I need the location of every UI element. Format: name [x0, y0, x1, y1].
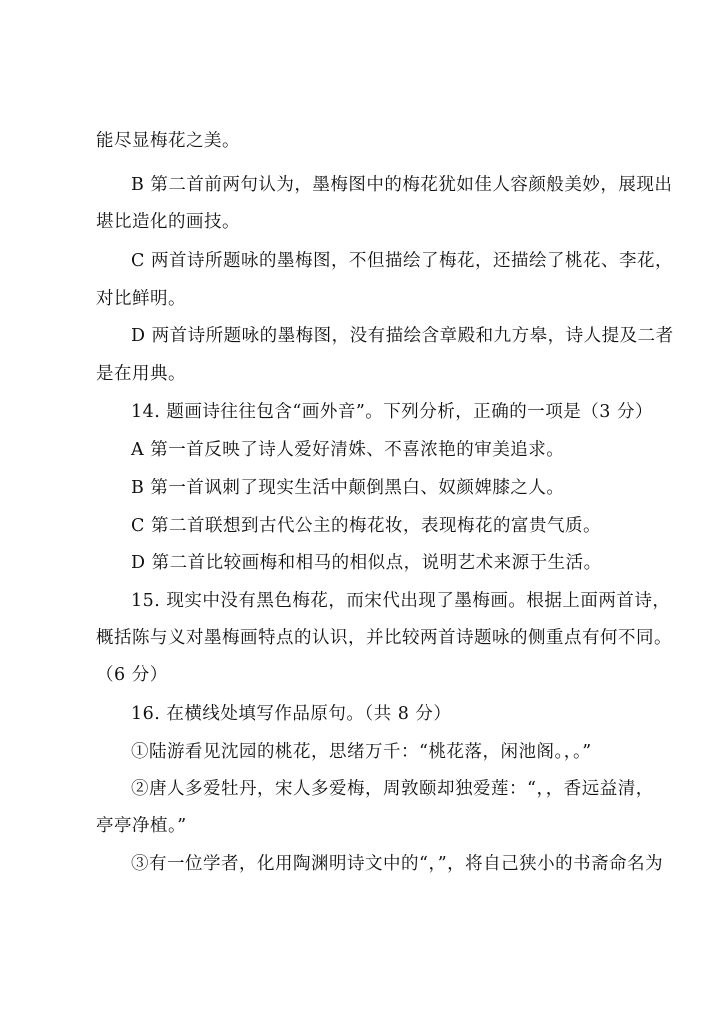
option-d-line-1: D 两首诗所题咏的墨梅图，没有描绘含章殿和九方皋，诗人提及二者 — [131, 326, 674, 346]
question-14: 14. 题画诗往往包含“画外音”。下列分析，正确的一项是（3 分） — [131, 402, 653, 422]
question-15-score: （6 分） — [96, 665, 168, 685]
option-b-line-1: B 第二首前两句认为，墨梅图中的梅花犹如佳人容颜般美妙，展现出 — [131, 175, 673, 195]
question-14-option-a: A 第一首反映了诗人爱好清姝、不喜浓艳的审美追求。 — [131, 440, 565, 460]
option-c-line-2: 对比鲜明。 — [96, 289, 186, 309]
option-b-line-2: 堪比造化的画技。 — [96, 212, 240, 232]
question-14-option-d: D 第二首比较画梅和相马的相似点，说明艺术来源于生活。 — [131, 553, 602, 573]
text-line-continuation: 能尽显梅花之美。 — [96, 131, 240, 151]
question-16-item-1: ①陆游看见沈园的桃花，思绪万千：“桃花落，闲池阁。，。” — [131, 742, 592, 762]
question-15-line-2: 概括陈与义对墨梅画特点的认识，并比较两首诗题咏的侧重点有何不同。 — [96, 628, 672, 648]
question-16-item-2-line-2: 亭亭净植。” — [96, 816, 187, 836]
question-15-line-1: 15. 现实中没有黑色梅花，而宋代出现了墨梅画。根据上面两首诗， — [131, 591, 671, 611]
question-14-option-b: B 第一首讽刺了现实生活中颠倒黑白、奴颜婢膝之人。 — [131, 478, 565, 498]
question-16: 16. 在横线处填写作品原句。（共 8 分） — [131, 704, 452, 724]
question-16-item-2-line-1: ②唐人多爱牡丹，宋人多爱梅，周敦颐却独爱莲：“，，香远益清， — [131, 779, 654, 799]
question-16-item-3: ③有一位学者，化用陶渊明诗文中的“，”，将自己狭小的书斋命名为 — [131, 854, 664, 874]
option-c-line-1: C 两首诗所题咏的墨梅图，不但描绘了梅花，还描绘了桃花、李花， — [131, 251, 673, 271]
question-14-option-c: C 第二首联想到古代公主的梅花妆，表现梅花的富贵气质。 — [131, 516, 601, 536]
option-d-line-2: 是在用典。 — [96, 364, 186, 384]
